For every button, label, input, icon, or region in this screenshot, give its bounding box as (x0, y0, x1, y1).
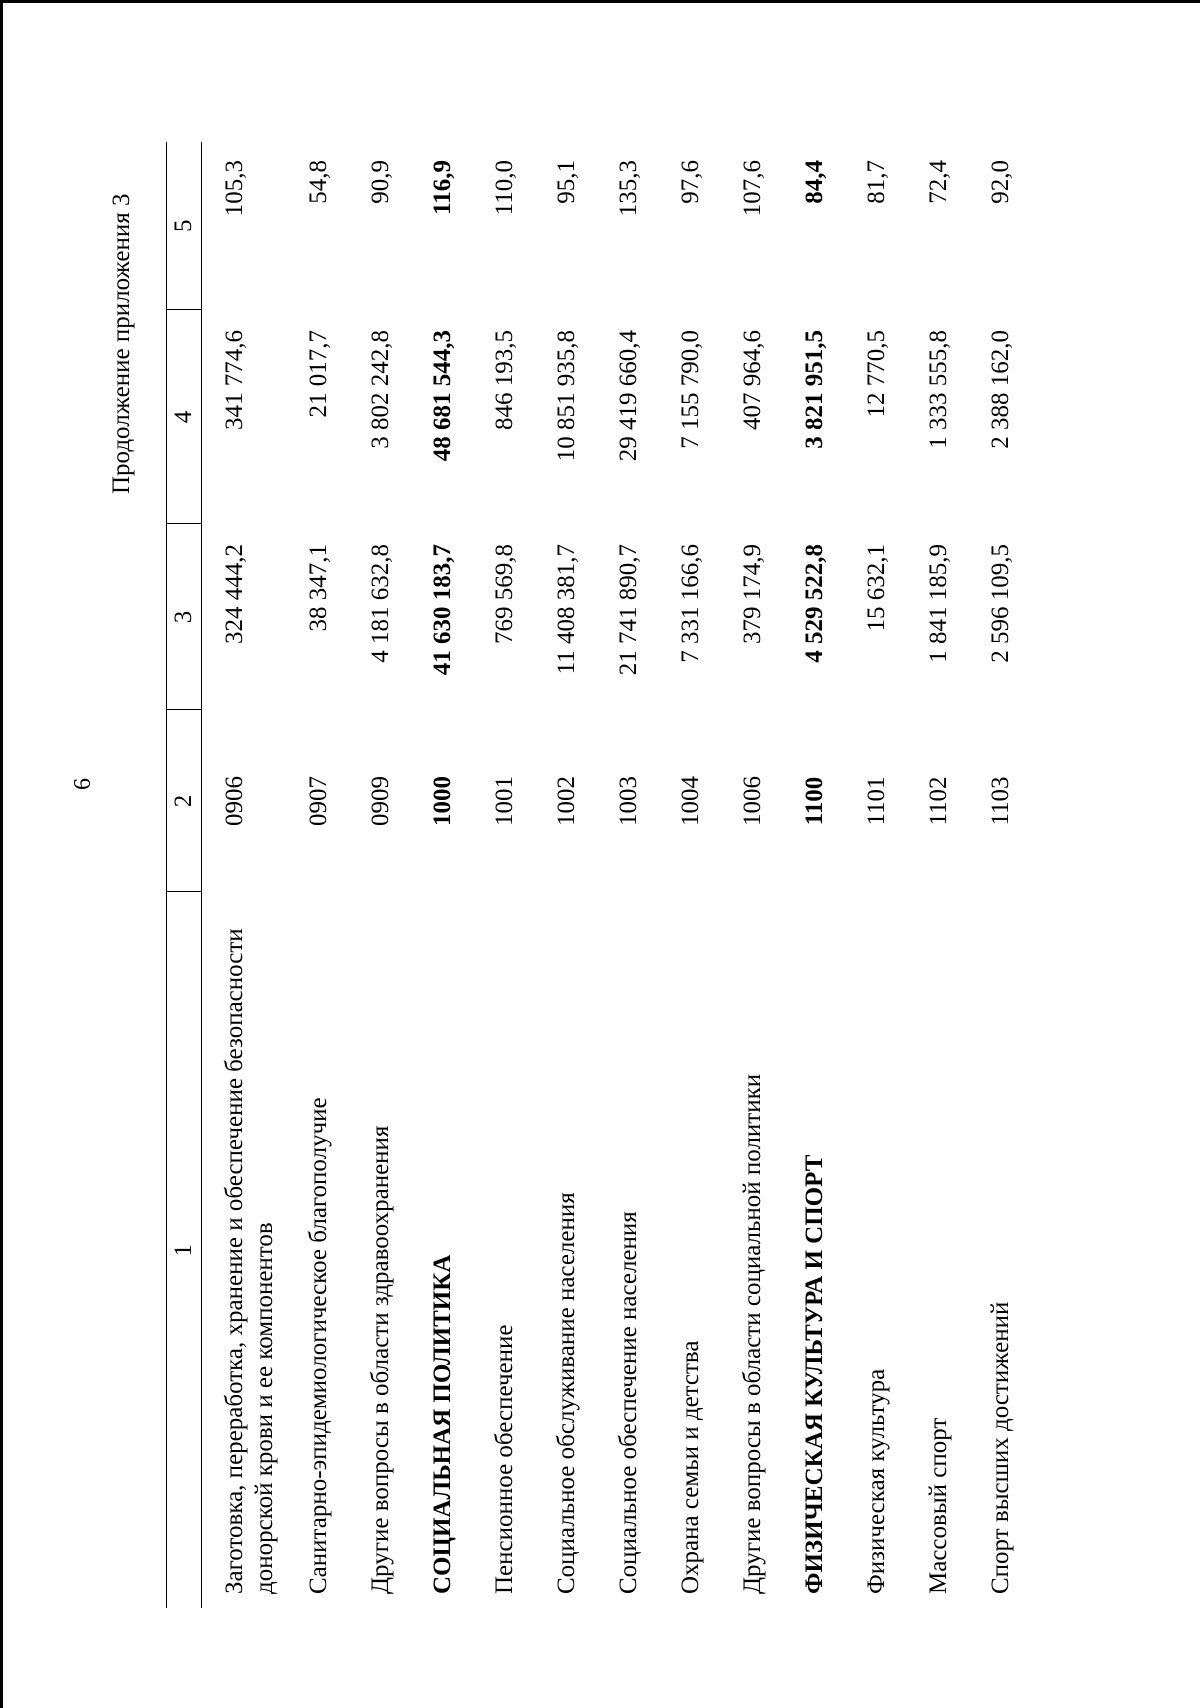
row-name-cell: Спорт высших достижений (987, 1301, 1014, 1594)
row-col4-cell: 12 770,5 (863, 330, 890, 418)
page-number: 6 (70, 778, 96, 790)
row-name-cell: Физическая культура (863, 1368, 890, 1594)
row-name-cell: Охрана семьи и детства (677, 1340, 704, 1594)
row-col5-cell: 72,4 (925, 160, 952, 204)
row-code-cell: 1103 (987, 776, 1014, 826)
row-code-cell: 1101 (863, 776, 890, 826)
row-code-cell: 1004 (677, 776, 704, 826)
row-col3-cell: 4 181 632,8 (367, 544, 394, 663)
row-name-cell: Социальное обеспечение населения (615, 1211, 642, 1594)
row-col3-cell: 1 841 185,9 (925, 544, 952, 663)
row-col3-cell: 324 444,2 (221, 544, 248, 644)
row-code-cell: 1100 (801, 776, 828, 826)
column-header-5: 5 (167, 142, 202, 310)
appendix-caption: Продолжение приложения 3 (108, 193, 135, 494)
row-col3-cell: 769 569,8 (491, 544, 518, 644)
column-header-2: 2 (167, 710, 202, 892)
row-col4-cell: 3 821 951,5 (801, 330, 828, 449)
row-code-cell: 1006 (739, 776, 766, 826)
row-col5-cell: 92,0 (987, 160, 1014, 204)
row-code-cell: 1001 (491, 776, 518, 826)
row-col5-cell: 90,9 (367, 160, 394, 204)
row-col5-cell: 110,0 (491, 160, 518, 216)
row-col3-cell: 379 174,9 (739, 544, 766, 644)
row-col4-cell: 21 017,7 (305, 330, 332, 418)
table-row (986, 142, 1048, 1608)
budget-table (166, 142, 1048, 1608)
table-row (490, 142, 552, 1608)
table-row (862, 142, 924, 1608)
row-name-cell: ФИЗИЧЕСКАЯ КУЛЬТУРА И СПОРТ (801, 1154, 828, 1594)
row-col4-cell: 341 774,6 (221, 330, 248, 430)
row-col4-cell: 10 851 935,8 (553, 330, 580, 462)
row-col3-cell: 2 596 109,5 (987, 544, 1014, 663)
row-col3-cell: 21 741 890,7 (615, 544, 642, 676)
table-row (800, 142, 862, 1608)
table-row (202, 142, 305, 1608)
column-header-4: 4 (167, 310, 202, 524)
row-name-cell: Заготовка, переработка, хранение и обеспечение безопасности донорской крови и ее компонентов (221, 928, 278, 1594)
row-col5-cell: 116,9 (429, 160, 456, 215)
row-col5-cell: 107,6 (739, 160, 766, 217)
row-col3-cell: 11 408 381,7 (553, 544, 580, 675)
table-row (924, 142, 986, 1608)
row-col3-cell: 7 331 166,6 (677, 544, 704, 663)
row-col5-cell: 54,8 (305, 160, 332, 204)
row-col5-cell: 135,3 (615, 160, 642, 217)
row-col5-cell: 81,7 (863, 160, 890, 204)
row-col4-cell: 7 155 790,0 (677, 330, 704, 449)
row-name-cell: Другие вопросы в области здравоохранения (367, 1125, 394, 1594)
column-header-3: 3 (167, 524, 202, 710)
table-row (552, 142, 614, 1608)
row-code-cell: 1102 (925, 776, 952, 826)
row-col3-cell: 41 630 183,7 (429, 544, 456, 676)
row-col4-cell: 48 681 544,3 (429, 330, 456, 462)
row-name-cell: СОЦИАЛЬНАЯ ПОЛИТИКА (429, 1254, 456, 1594)
table-body (202, 142, 1049, 1608)
column-header-1: 1 (167, 892, 202, 1608)
row-code-cell: 0906 (221, 776, 248, 826)
row-col4-cell: 3 802 242,8 (367, 330, 394, 449)
row-code-cell: 1003 (615, 776, 642, 826)
row-col4-cell: 407 964,6 (739, 330, 766, 430)
row-code-cell: 1000 (429, 776, 456, 826)
table-row (428, 142, 490, 1608)
row-col5-cell: 105,3 (221, 160, 248, 217)
row-name-cell: Социальное обслуживание населения (553, 1192, 580, 1594)
table-row (676, 142, 738, 1608)
row-col5-cell: 97,6 (677, 160, 704, 204)
table-row (304, 142, 366, 1608)
row-col3-cell: 4 529 522,8 (801, 544, 828, 663)
row-col4-cell: 1 333 555,8 (925, 330, 952, 449)
row-col4-cell: 2 388 162,0 (987, 330, 1014, 449)
row-name-cell: Санитарно-эпидемиологическое благополучие (305, 1097, 332, 1594)
table-row (738, 142, 800, 1608)
table-row (614, 142, 676, 1608)
row-code-cell: 1002 (553, 776, 580, 826)
row-col3-cell: 15 632,1 (863, 544, 890, 632)
table-row (366, 142, 428, 1608)
row-name-cell: Массовый спорт (925, 1417, 952, 1594)
row-name-cell: Другие вопросы в области социальной политики (739, 1073, 766, 1594)
row-col5-cell: 95,1 (553, 160, 580, 204)
table-header (167, 142, 202, 1608)
row-name-cell: Пенсионное обеспечение (491, 1324, 518, 1594)
row-col4-cell: 29 419 660,4 (615, 330, 642, 462)
row-code-cell: 0909 (367, 776, 394, 826)
row-code-cell: 0907 (305, 776, 332, 826)
row-col5-cell: 84,4 (801, 160, 828, 204)
row-col4-cell: 846 193,5 (491, 330, 518, 430)
row-col3-cell: 38 347,1 (305, 544, 332, 632)
